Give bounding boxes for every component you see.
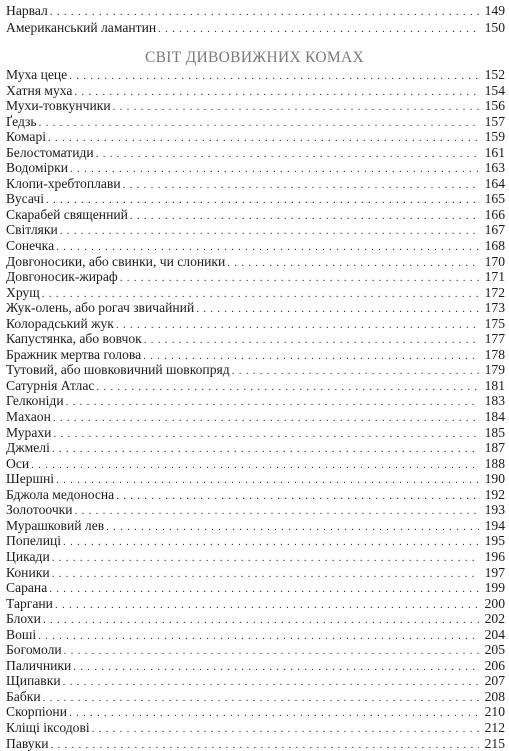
toc-entry [6,704,505,720]
toc-entry [6,393,505,409]
dot-leader [52,444,479,455]
toc-entry-page-number: 150 [484,20,505,35]
toc-entry [6,736,505,751]
toc-entry-title: Щипавки [6,673,61,689]
dot-leader [120,273,479,284]
toc-entry [6,425,505,441]
toc-entry-title: Капустянка, або вовчок [6,331,142,347]
toc-entry-page-number: 207 [484,673,505,689]
dot-leader [64,646,479,657]
toc-entry-title: Клопи-хребтоплави [6,175,121,191]
toc-entry-title: Сарана [6,580,48,596]
toc-entry-title: Комарі [6,129,47,145]
dot-leader [48,133,479,144]
toc-entry-page-number: 197 [484,564,505,580]
toc-entry [6,456,505,472]
toc-entry-title: Гелконіди [6,393,64,409]
toc-entry-title: Жук-олень, або рогач звичайний [6,300,195,316]
toc-entry-title: Белостоматиди [6,144,94,160]
dot-leader [123,180,479,191]
toc-entry [6,596,505,612]
toc-entry [6,176,505,192]
toc-entry [6,347,505,363]
toc-entry [6,300,505,316]
dot-leader [73,662,479,673]
toc-entry-title: Джмелі [6,440,50,456]
dot-leader [56,475,479,486]
toc-entry-page-number: 188 [484,455,505,471]
toc-entry-title: Кліщі іксодові [6,719,90,735]
toc-entry-page-number: 175 [484,315,505,331]
dot-leader [43,693,479,704]
toc-entry-title: Нарвал [6,3,48,18]
toc-entry [6,549,505,565]
toc-entry-title: Богомоли [6,642,62,658]
dot-leader [31,460,479,471]
toc-entry-title: Американський ламантин [6,20,157,35]
toc-entry [6,487,505,503]
dot-leader [70,164,479,175]
toc-entry-page-number: 195 [484,533,505,549]
toc-entry [6,658,505,674]
toc-entry-page-number: 184 [484,409,505,425]
toc-entry-page-number: 167 [484,222,505,238]
dot-leader [56,242,479,253]
toc-entry-page-number: 208 [484,688,505,704]
dot-leader [96,382,479,393]
dot-leader [144,335,479,346]
toc-entry-page-number: 179 [484,362,505,378]
toc-entry-title: Шершні [6,471,55,487]
toc-entry-title: Бабки [6,688,41,704]
toc-entry [6,331,505,347]
dot-leader [50,740,479,751]
toc-entry-title: Бджола медоносна [6,486,115,502]
toc-entry [6,518,505,534]
toc-entry [6,533,505,549]
toc-entry-page-number: 157 [484,113,505,129]
toc-entry-page-number: 152 [484,67,505,82]
dot-leader [116,491,479,502]
toc-entry-page-number: 163 [484,160,505,176]
toc-entry-page-number: 199 [484,580,505,596]
toc-entry-page-number: 156 [484,98,505,114]
toc-entry-page-number: 200 [484,595,505,611]
toc-entry-title: Махаон [6,409,51,425]
toc-entry-title: Воші [6,626,37,642]
toc-entry [6,145,505,161]
toc-entry [6,627,505,643]
toc-entry [6,642,505,658]
toc-entry-title: Вусачі [6,191,44,207]
toc-entry-page-number: 154 [484,82,505,98]
dot-leader [143,351,479,362]
toc-entry [6,98,505,114]
dot-leader [75,506,479,517]
dot-leader [74,87,479,98]
toc-entry [6,67,505,83]
toc-entry [6,207,505,223]
toc-entry-title: Оси [6,455,30,471]
toc-entry-page-number: 212 [484,719,505,735]
dot-leader [130,211,479,222]
dot-leader [55,600,479,611]
toc-entry-page-number: 159 [484,129,505,145]
toc-entry-page-number: 164 [484,175,505,191]
toc-entry-page-number: 202 [484,611,505,627]
dot-leader [60,226,479,237]
dot-leader [96,149,479,160]
toc-entry [6,19,505,36]
dot-leader [42,289,479,300]
toc-entry-page-number: 165 [484,191,505,207]
toc-entry [6,191,505,207]
toc-entry [6,409,505,425]
dot-leader [39,118,479,129]
toc-entry-page-number: 196 [484,548,505,564]
toc-entry-page-number: 177 [484,331,505,347]
toc-entry [6,720,505,736]
toc-entry-title: Тутовий, або шовковичний шовкопряд [6,362,230,378]
toc-entry-page-number: 206 [484,657,505,673]
toc-entry-title: Скорпіони [6,704,67,720]
toc-entry-title: Колорадський жук [6,315,114,331]
dot-leader [50,7,479,18]
dot-leader [116,320,479,331]
dot-leader [196,304,479,315]
toc-entry [6,565,505,581]
toc-entry-page-number: 168 [484,238,505,254]
dot-leader [106,522,479,533]
toc-entry-page-number: 194 [484,517,505,533]
toc-entry [6,378,505,394]
toc-entry-page-number: 193 [484,502,505,518]
toc-entry-title: Таргани [6,595,53,611]
previous-section-entries [6,2,505,36]
insects-section-entries [6,67,505,751]
toc-entry-page-number: 185 [484,424,505,440]
toc-entry-title: Сатурнія Атлас [6,377,95,393]
dot-leader [63,677,479,688]
toc-entry-page-number: 204 [484,626,505,642]
dot-leader [232,366,479,377]
toc-entry [6,238,505,254]
toc-entry-title: Коники [6,564,50,580]
toc-entry-title: Світляки [6,222,58,238]
dot-leader [69,71,479,82]
toc-entry-page-number: 178 [484,346,505,362]
toc-entry [6,160,505,176]
dot-leader [49,584,479,595]
toc-entry [6,114,505,130]
toc-entry-page-number: 210 [484,704,505,720]
toc-entry-title: Бражник мертва голова [6,346,142,362]
toc-entry [6,440,505,456]
toc-entry-title: Паличники [6,657,72,673]
dot-leader [158,24,479,35]
dot-leader [52,553,479,564]
dot-leader [69,708,479,719]
toc-entry [6,222,505,238]
dot-leader [227,258,479,269]
toc-entry-title: Хрущ [6,284,40,300]
toc-entry-page-number: 170 [484,253,505,269]
toc-entry-title: Мурашковий лев [6,517,105,533]
toc-entry [6,129,505,145]
dot-leader [43,615,479,626]
toc-entry-title: Ґедзь [6,113,37,129]
toc-entry [6,362,505,378]
toc-entry-title: Золотоочки [6,502,73,518]
dot-leader [63,537,479,548]
toc-entry-page-number: 205 [484,642,505,658]
dot-leader [38,631,479,642]
toc-entry-page-number: 173 [484,300,505,316]
toc-entry-page-number: 161 [484,144,505,160]
toc-entry-title: Скарабей священний [6,206,128,222]
toc-entry-page-number: 190 [484,471,505,487]
toc-entry-title: Павуки [6,735,49,751]
toc-entry-page-number: 149 [484,3,505,18]
toc-entry [6,269,505,285]
toc-entry-page-number: 171 [484,269,505,285]
dot-leader [113,102,479,113]
dot-leader [46,195,479,206]
dot-leader [92,724,479,735]
toc-entry-title: Довгоносики, або свинки, чи слоники [6,253,226,269]
toc-entry-page-number: 215 [484,735,505,751]
toc-entry [6,2,505,19]
toc-entry [6,611,505,627]
toc-entry-page-number: 166 [484,206,505,222]
toc-entry-title: Муха цеце [6,67,68,82]
toc-entry [6,580,505,596]
toc-entry-title: Сонечка [6,238,55,254]
toc-entry-title: Хатня муха [6,82,73,98]
toc-entry-page-number: 181 [484,377,505,393]
toc-entry-title: Мурахи [6,424,52,440]
toc-entry-title: Мухи-товкунчики [6,98,111,114]
toc-entry-page-number: 172 [484,284,505,300]
toc-entry [6,83,505,99]
toc-entry [6,689,505,705]
toc-entry-title: Довгоносик-жираф [6,269,118,285]
toc-entry-page-number: 187 [484,440,505,456]
toc-entry [6,673,505,689]
toc-entry [6,471,505,487]
toc-entry [6,502,505,518]
toc-entry-title: Блохи [6,611,41,627]
toc-entry-page-number: 183 [484,393,505,409]
dot-leader [66,397,479,408]
dot-leader [53,413,479,424]
toc-entry-title: Водомірки [6,160,68,176]
section-title: СВІТ ДИВОВИЖНИХ КОМАХ [145,49,364,66]
toc-entry-title: Попелиці [6,533,62,549]
toc-entry [6,316,505,332]
toc-entry [6,254,505,270]
toc-entry-title: Цикади [6,548,50,564]
toc-entry-page-number: 192 [484,486,505,502]
dot-leader [52,569,479,580]
dot-leader [53,429,479,440]
toc-entry [6,285,505,301]
